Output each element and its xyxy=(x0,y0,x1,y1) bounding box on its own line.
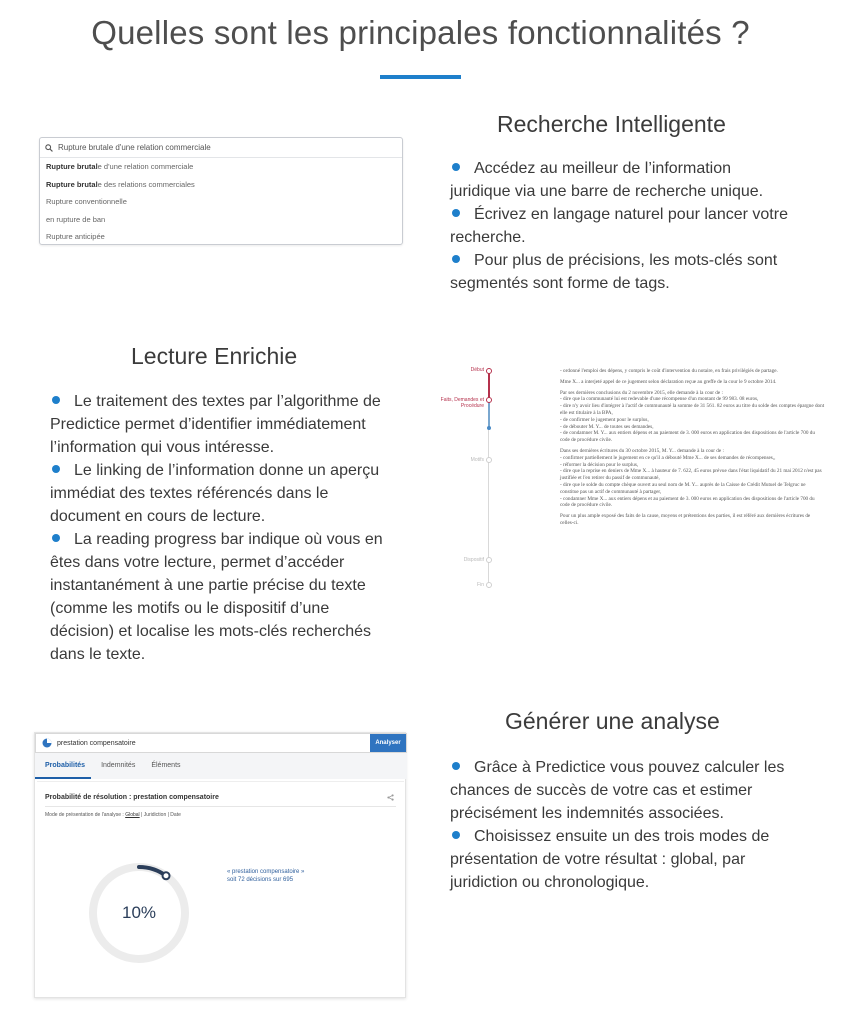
paragraph: Par ses dernières conclusions du 2 novembre 2015, elle demande à la cour de : - dire que la communauté lui est redevable d'une récompense d'un montant de 99 983. 08 euros, - dire n'y avoir lieu d'intégrer à l'actif de communauté la somme de 31 561. 82 euros au titre du solde des comptes épargne dont elle est titulaire à la BPA, - de confirmer le jugement pour le surplus, - de débouter M. Y... de toutes ses demandes, - de condamner M. Y... aux entiers dépens et au paiement de 3. 000 euros en application des dispositions de l'article 700 du code de procédure civile. xyxy=(560,389,825,444)
list-item: présentation de votre résultat : global, par xyxy=(450,851,746,868)
list-item: recherche. xyxy=(450,229,526,246)
mode-global-link[interactable]: Global xyxy=(125,812,140,818)
probability-value: 10% xyxy=(121,903,157,922)
bullet-icon xyxy=(452,209,460,217)
paragraph: Dans ses dernières écritures du 30 octobre 2015, M. Y... demande à la cour de : - confirmer partiellement le jugement en ce qu'il a débouté Mme X... de ses demandes de récompenses,, - réformer la décision pour le surplus, - dire que la reprise en deniers de Mme X... à hauteur de 7. 622, 45 euros prévue dans l'état liquidatif du 21 mai 2012 n'est pas justifiée et l'en retirer du passif de communauté, - dire que le solde du compte chèque ouvert au seul nom de M. Y... auprès de la Caisse de Crédit Mutuel de Telgruc ne constitue pas un actif de communauté à partager, - condamner Mme X... aux entiers dépens et au paiement de 3. 000 euros en application des dispositions de l'article 700 du code de procédure civile. xyxy=(560,447,822,509)
document-text xyxy=(560,368,825,531)
share-icon[interactable] xyxy=(387,794,394,803)
search-icon xyxy=(45,144,53,152)
paragraph: Mme X... a interjeté appel de ce jugement selon déclaration reçue au greffe de la cour le 9 octobre 2014. xyxy=(560,378,777,385)
list-item: juridique via une barre de recherche unique. xyxy=(450,183,764,200)
bullet-icon xyxy=(452,831,460,839)
timeline-node-dispositif[interactable] xyxy=(486,557,492,563)
timeline-label-dispositif[interactable]: Dispositif xyxy=(463,557,484,563)
list-item: La reading progress bar indique où vous en xyxy=(50,528,410,551)
probability-panel xyxy=(37,781,404,995)
reading-progress-position xyxy=(488,400,490,428)
tab-elements[interactable]: Éléments xyxy=(151,762,181,769)
reader-mockup xyxy=(432,360,825,592)
list-item: Le linking de l’information donne un aperçu xyxy=(50,459,410,482)
list-item: précisément les indemnités associées. xyxy=(450,805,724,822)
timeline-node-motifs[interactable] xyxy=(486,457,492,463)
reading-progress-fill xyxy=(488,370,490,400)
probability-legend: « prestation compensatoire » soit 72 décisions sur 695 xyxy=(227,869,305,883)
bullet-icon xyxy=(452,163,460,171)
panel-title: Probabilité de résolution : prestation compensatoire xyxy=(45,794,219,801)
list-item: décision) et localise les mots-clés recherchés xyxy=(50,623,372,640)
timeline-node-fin[interactable] xyxy=(486,582,492,588)
list-item: êtes dans votre lecture, permet d’accéder xyxy=(50,554,345,571)
list-item: Grâce à Predictice vous pouvez calculer les xyxy=(450,756,820,779)
bullet-icon xyxy=(52,534,60,542)
suggestion-item[interactable]: Rupture brutale des relations commerciales xyxy=(46,179,195,189)
tab-probabilites[interactable]: Probabilités xyxy=(35,753,91,779)
bullet-icon xyxy=(52,396,60,404)
timeline-label-motifs[interactable]: Motifs xyxy=(470,457,484,463)
search-mockup xyxy=(39,137,403,245)
section-heading-recherche: Recherche Intelligente xyxy=(497,111,726,137)
analysis-search-input[interactable] xyxy=(35,733,407,753)
timeline-node-faits[interactable] xyxy=(486,397,492,403)
bullet-icon xyxy=(452,762,460,770)
list-item: immédiat des textes référencés dans le xyxy=(50,485,329,502)
timeline-label-debut[interactable]: Début xyxy=(470,367,484,373)
presentation-mode-selector: Mode de présentation de l'analyse : Global | Juridiction | Date xyxy=(45,812,181,818)
features-list-lecture xyxy=(50,390,410,666)
paragraph: - ordonné l'emploi des dépens, y compris le coût d'intervention du notaire, en frais privilégiés de partage. xyxy=(560,368,778,374)
search-input[interactable] xyxy=(40,138,402,158)
list-item: Pour plus de précisions, les mots-clés sont xyxy=(450,249,820,272)
list-item: Choisissez ensuite un des trois modes de xyxy=(450,825,820,848)
analysis-mockup xyxy=(34,732,406,998)
features-list-recherche xyxy=(450,157,820,295)
list-item: dans le texte. xyxy=(50,646,146,663)
page-title: Quelles sont les principales fonctionnalités ? xyxy=(91,14,750,51)
suggestion-item[interactable]: en rupture de ban xyxy=(46,214,106,224)
search-query: Rupture brutale d'une relation commerciale xyxy=(58,143,211,152)
panel-divider xyxy=(45,806,396,807)
analyze-button[interactable]: Analyser xyxy=(370,734,406,752)
suggestion-item[interactable]: Rupture anticipée xyxy=(46,232,105,241)
list-item: Predictice permet d’identifier immédiatement xyxy=(50,416,366,433)
list-item: juridiction ou chronologique. xyxy=(450,874,650,891)
timeline-node-debut[interactable] xyxy=(486,368,492,374)
list-item: l’information qui vous intéresse. xyxy=(50,439,275,456)
list-item: Le traitement des textes par l’algorithme de xyxy=(50,390,410,413)
list-item: (comme les motifs ou le dispositif d’une xyxy=(50,600,330,617)
timeline-label-fin[interactable]: Fin xyxy=(477,582,484,588)
features-list-analyse xyxy=(450,756,820,894)
list-item: Accédez au meilleur de l’information xyxy=(450,157,820,180)
suggestion-item[interactable]: Rupture brutale d'une relation commerciale xyxy=(46,162,194,171)
list-item: segmentés sont forme de tags. xyxy=(450,275,670,292)
list-item: instantanément à une partie précise du texte xyxy=(50,577,366,594)
suggestion-item[interactable]: Rupture conventionnelle xyxy=(46,197,127,206)
timeline-label-faits[interactable]: Faits, Demandes et Procédure xyxy=(440,397,484,409)
bullet-icon xyxy=(52,465,60,473)
reading-position-marker[interactable] xyxy=(487,426,491,430)
tab-indemnites[interactable]: Indemnités xyxy=(101,762,136,769)
predictice-logo-icon xyxy=(42,738,52,748)
list-item: chances de succès de votre cas et estimer xyxy=(450,782,753,799)
section-heading-lecture: Lecture Enrichie xyxy=(131,343,298,369)
paragraph: Pour un plus ample exposé des faits de la cause, moyens et prétentions des parties, il est référé aux dernières écritures de celles-ci. xyxy=(560,513,811,526)
analysis-query: prestation compensatoire xyxy=(57,739,136,747)
section-heading-analyse: Générer une analyse xyxy=(505,708,720,734)
title-underline xyxy=(380,75,461,79)
analysis-tabs xyxy=(35,753,407,779)
list-item: document en cours de lecture. xyxy=(50,508,266,525)
bullet-icon xyxy=(452,255,460,263)
list-item: Écrivez en langage naturel pour lancer votre xyxy=(450,203,820,226)
